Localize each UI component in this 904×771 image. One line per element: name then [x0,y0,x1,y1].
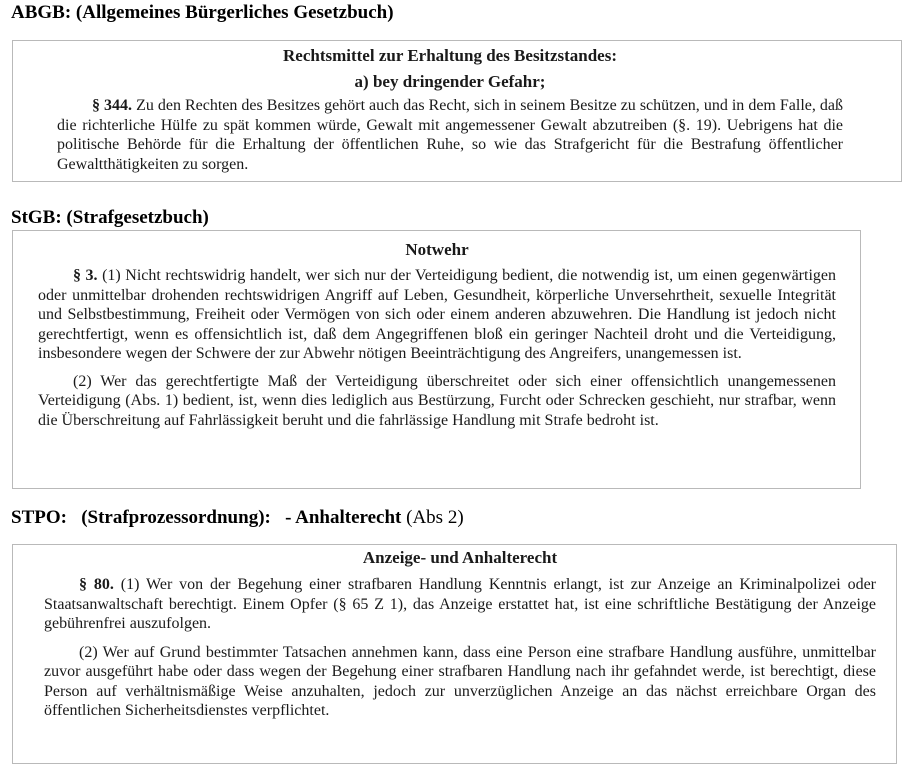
stgb-paragraph-3-abs-2: (2) Wer das gerechtfertigte Maß der Verteidigung überschreitet oder sich einer offensichtlich unangemessenen Verteidigung (Abs. 1) bedient, ist, wenn dies lediglich aus Bestürzung, Furcht oder Schrecken geschieht, nur strafbar, wenn die Überschreitung auf Fahrlässigkeit beruht und die fahrlässige Handlung mit Strafe bedroht ist. [38,372,836,429]
stgb-section-title: Notwehr [405,240,469,259]
abgb-excerpt-box [12,40,902,182]
stgb-paragraph-3-abs-1 [38,266,836,364]
stpo-section-title: Anzeige- und Anhalterecht [362,548,558,567]
stpo-heading [11,507,464,529]
stgb-excerpt-box [12,230,861,489]
stgb-heading: StGB: (Strafgesetzbuch) [11,207,209,228]
stpo-heading-abs: (Abs 2) [401,507,464,528]
stpo-excerpt-box [12,544,897,764]
abgb-paragraph-344 [57,96,843,174]
paragraph-number: § 80. [79,576,114,593]
paragraph-text: (1) Nicht rechtswidrig handelt, wer sich nur der Verteidigung bedient, die notwendig ist, um einen gegenwärtigen oder unmittelbar drohenden rechtswidrigen Angriff auf Leben, Gesundheit, körperliche Unversehrtheit, sexuelle Integrität und Selbstbestimmung, Freiheit oder Vermögen von sich oder einem anderen abzuwehren. Die Handlung ist jedoch nicht gerechtfertigt, wenn es offensichtlich ist, daß dem Angegriffenen bloß ein geringer Nachteil droht und die Verteidigung, insbesondere wegen der Schwere der zur Abwehr nötigen Beeinträchtigung des Angreifers, unangemessen ist. [38,267,836,362]
stpo-paragraph-80-abs-1 [44,575,876,634]
stpo-heading-bold: STPO: (Strafprozessordnung): - Anhalterecht [11,507,402,528]
abgb-heading: ABGB: (Allgemeines Bürgerliches Gesetzbuch) [11,2,394,23]
stpo-paragraph-80-abs-2: (2) Wer auf Grund bestimmter Tatsachen annehmen kann, dass eine Person eine strafbare Handlung ausführe, unmittelbar zuvor ausgeführt habe oder dass wegen der Begehung einer strafbaren Handlung nach ihr gefahndet werde, ist berechtigt, diese Person auf verhältnismäßige Weise anzuhalten, jedoch zur unverzüglichen Anzeige an das nächst erreichbare Organ des öffentlichen Sicherheitsdienstes verpflichtet. [44,643,876,719]
paragraph-text: Zu den Rechten des Besitzes gehört auch das Recht, sich in seinem Besitze zu schützen, und in dem Falle, daß die richterliche Hülfe zu spät kommen würde, Gewalt mit angemessener Gewalt abzutreiben (§. 19). Uebrigens hat die politische Behörde für die Erhaltung der öffentlichen Ruhe, so wie das Strafgericht für die Bestrafung öffentlicher Gewaltthätigkeiten zu sorgen. [57,97,844,173]
abgb-section-subtitle: a) bey dringender Gefahr; [354,72,546,91]
paragraph-number: § 3. [73,267,98,284]
abgb-section-title: Rechtsmittel zur Erhaltung des Besitzstandes: [283,46,617,65]
paragraph-text: (1) Wer von der Begehung einer strafbaren Handlung Kenntnis erlangt, ist zur Anzeige an Kriminalpolizei oder Staatsanwaltschaft berechtigt. Einem Opfer (§ 65 Z 1), das Anzeige erstattet hat, ist eine schriftliche Bestätigung der Anzeige gebührenfrei auszufolgen. [44,576,877,632]
paragraph-number: § 344. [92,97,133,114]
